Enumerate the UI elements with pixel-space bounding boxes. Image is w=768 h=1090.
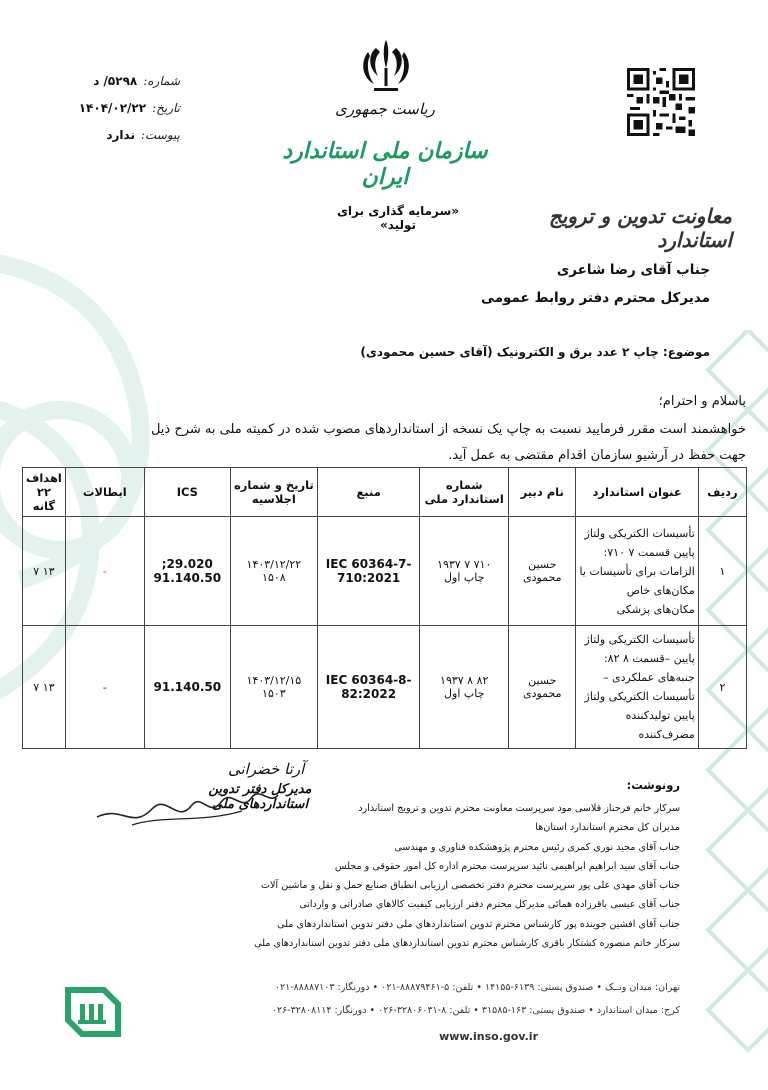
- standard-title: [576, 626, 698, 749]
- title-line: تأسیسات الکتریکی ولتاژ: [584, 633, 695, 646]
- table-header-row: [23, 468, 747, 517]
- recipient-title: مدیرکل محترم دفتر روابط عمومی: [481, 290, 710, 306]
- letter-number-row: [60, 68, 180, 95]
- cancellations: -: [65, 626, 144, 749]
- letter-subject: موضوع: چاپ ۲ عدد برق و الکترونیک (آقای حسین محمودی): [360, 345, 710, 359]
- row-number: ۲: [698, 626, 746, 749]
- header-row-number: ردیف: [698, 468, 746, 517]
- list-item: جناب آقای سید ابراهیم ابراهیمی نائید سرپرست محترم اداره کل امور حقوقی و مجلس: [334, 860, 680, 872]
- qr-code-icon: [627, 68, 695, 136]
- list-item: سرکار خانم منصوره کشتکار باقری کارشناس محترم تدوین استانداردهای ملی دفتر تدوین استانداردهای ملی: [254, 938, 680, 950]
- standards-table: [22, 467, 747, 749]
- recipient-name: جناب آقای رضا شاعری: [556, 262, 710, 278]
- number-value: ۵۲۹۸/ د: [93, 74, 138, 88]
- title-line: تأسیسات الکتریکی ولتاژ: [584, 526, 695, 540]
- letter-attachment-row: [60, 122, 180, 149]
- list-item: جناب آقای عیسی باقرزاده همائی مدیرکل محترم دفتر ارزیابی کیفیت کالاهای صادراتی و وارداتی: [299, 899, 680, 911]
- signatory-name: آرتا خضرانی: [228, 760, 305, 778]
- title-line: تأسیسات الکتریکی ولتاژ: [584, 690, 695, 703]
- letter-meta: [60, 68, 180, 149]
- header-goals: اهداف ۲۲ گانه: [23, 468, 66, 517]
- title-line: مصرف‌کننده: [638, 728, 695, 741]
- row-number: ۱: [698, 517, 746, 626]
- title-line: جنبه‌های عملکردی –: [603, 671, 695, 684]
- slogan: «سرمایه گذاری برای تولید»: [336, 204, 460, 232]
- list-item: مدیران کل محترم استاندارد استان‌ها: [535, 822, 680, 834]
- presidency-title: ریاست جمهوری: [335, 100, 435, 118]
- cc-heading: رونوشت:: [626, 778, 680, 792]
- list-item: جناب آقای مجید نوری کمری رئیس محترم پژوهشکده فناوری و مهندسی: [394, 841, 680, 853]
- header-cancellations: ابطالات: [65, 468, 144, 517]
- meeting-info: [230, 517, 317, 626]
- goals: ۱۳ ۷: [23, 517, 66, 626]
- edition-line: چاپ اول: [444, 687, 485, 700]
- list-item: سرکار خانم فرحناز قلاسی مود سرپرست معاونت محترم تدوین و ترویج استاندارد: [358, 803, 680, 814]
- body-line-2: جهت حفظ در آرشیو سازمان اقدام مقتضی به عمل آید.: [448, 448, 746, 463]
- table-row: [23, 626, 747, 749]
- source-standard: IEC 60364-7-710:2021: [317, 517, 420, 626]
- title-line: مکان‌های خاص: [626, 583, 695, 597]
- footer-karaj-address: کرج: میدان استاندارد • صندوق پستی: ۱۶۳-۳۱۵۸۵ • تلفن: ۸-۳۲۸۰۶۰۳۱-۰۲۶ • دورنگار: ۳۲۸۰۸۱۱۴-۰۲۶: [271, 1005, 680, 1016]
- date-label: تاریخ:: [152, 101, 180, 115]
- national-number: [420, 517, 509, 626]
- organization-title: سازمان ملی استاندارد ایران: [282, 138, 488, 190]
- meeting-number: ۱۵۰۳: [262, 687, 286, 700]
- national-number: [420, 626, 509, 749]
- title-line: مکان‌های پزشکی: [616, 602, 695, 616]
- header-source: منبع: [317, 468, 420, 517]
- header-secretary: نام دبیر: [509, 468, 576, 517]
- title-line: پایین تولیدکننده: [625, 709, 695, 722]
- meeting-date: ۱۴۰۳/۱۲/۱۵: [246, 674, 302, 687]
- list-item: جناب آقای مهدی علی پور سرپرست محترم دفتر تخصصی ارزیابی انطباق صنایع حمل و نقل و ماشین آلات: [261, 880, 680, 892]
- inso-logo-icon: [60, 976, 126, 1042]
- deputy-title: معاونت تدوین و ترویج استاندارد: [548, 204, 732, 252]
- attachment-value: ندارد: [106, 128, 135, 142]
- secretary-name: حسین محمودی: [509, 626, 576, 749]
- table-row: [23, 517, 747, 626]
- ics-code: 29.020; 91.140.50: [144, 517, 230, 626]
- footer-tehran-address: تهران: میدان ونــک • صندوق پستی: ۶۱۳۹-۱۴۱۵۵ • تلفن: ۵-۸۸۸۷۹۴۶۱-۰۲۱ • دورنگار: ۸۸۸۸۷۱۰۳-۰۲۱: [274, 982, 680, 993]
- iran-emblem-icon: [360, 38, 412, 94]
- header-title: عنوان استاندارد: [576, 468, 698, 517]
- date-value: ۱۴۰۴/۰۲/۲۲: [78, 101, 147, 115]
- title-line: پایین –قسمت ۸ ۸۲:: [603, 652, 695, 665]
- cancellations: -: [65, 517, 144, 626]
- secretary-name: حسین محمودی: [509, 517, 576, 626]
- source-standard: IEC 60364-8-82:2022: [317, 626, 420, 749]
- greeting: باسلام و احترام؛: [658, 394, 746, 409]
- title-line: الزامات برای تأسیسات یا: [579, 564, 695, 578]
- title-line: پایین قسمت ۷ ۷۱۰:: [603, 545, 695, 559]
- goals: ۱۳ ۷: [23, 626, 66, 749]
- header-ics: ICS: [144, 468, 230, 517]
- ics-code: 91.140.50: [144, 626, 230, 749]
- number-line: ۸۲ ۸ ۱۹۳۷: [440, 674, 489, 687]
- cc-list: [210, 799, 680, 953]
- footer-website-link[interactable]: www.inso.gov.ir: [439, 1030, 538, 1043]
- number-line: ۷۱۰ ۷ ۱۹۳۷: [437, 558, 492, 571]
- signatory-title: مدیرکل دفتر تدوین استانداردهای ملی: [208, 782, 312, 812]
- standard-title: [576, 517, 698, 626]
- letter-date-row: [60, 95, 180, 122]
- meeting-date: ۱۴۰۳/۱۲/۲۲: [246, 558, 302, 571]
- attachment-label: پیوست:: [140, 128, 180, 142]
- meeting-info: [230, 626, 317, 749]
- number-label: شماره:: [143, 74, 180, 88]
- header-meeting: تاریخ و شماره اجلاسیه: [230, 468, 317, 517]
- header-national-number: شماره استاندارد ملی: [420, 468, 509, 517]
- list-item: جناب آقای افشین جوینده پور کارشناس محترم تدوین استانداردهای ملی دفتر تدوین استانداردهای ملی: [277, 918, 680, 930]
- meeting-number: ۱۵۰۸: [262, 571, 286, 584]
- body-line-1: خواهشمند است مقرر فرمایید نسبت به چاپ یک نسخه از استانداردهای مصوب شده در کمیته ملی به شرح ذیل: [150, 422, 746, 437]
- edition-line: چاپ اول: [444, 571, 485, 584]
